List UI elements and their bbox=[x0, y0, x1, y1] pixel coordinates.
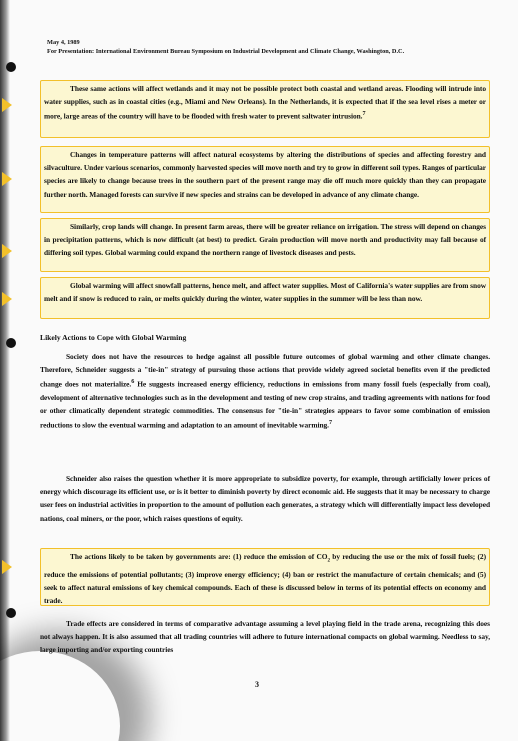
paragraph-text: The actions likely to be taken by governments are: (1) reduce the emission of CO bbox=[70, 552, 328, 561]
paragraph-text: Similarly, crop lands will change. In present farm areas, there will be greater reliance on irrigation. The stress will depend on changes in precipitation patterns, which is now difficult (at best) to predict. Grain production will move north and productivity may fall because of differing soil types. Global warming could expand the northern range of livestock diseases and pests. bbox=[44, 222, 486, 258]
page-number: 3 bbox=[255, 680, 259, 689]
paragraph-text: He suggests increased energy efficiency, reductions in emissions from many fossil fuels (especially from coal), development of alternative technologies such as in the development and testing of new crop strains, and trading agreements with nations for food or other climatically dependent strategic commodities. The consensus for "tie-in" strategies appears to favor some combination of emission reductions to slow the eventual warming and adaptation to an amount of inevitable warming. bbox=[40, 379, 490, 430]
paragraph-text: Global warming will affect snowfall patterns, hence melt, and affect water supplies. Most of California's water supplies are from snow melt and if snow is reduced to rain, or melts quickly during the winter, water supplies in the summer will be less than now. bbox=[44, 281, 486, 304]
paragraph-text: Trade effects are considered in terms of comparative advantage assuming a level playing field in the trade arena, recognizing this does not always happen. It is also assumed that all trading countries will adhere to future international compacts on global warming. Needless to say, large importing and/or exporting countries bbox=[40, 619, 490, 655]
highlight-marker-icon bbox=[2, 560, 12, 574]
binder-hole bbox=[6, 608, 16, 618]
paragraph-government-actions bbox=[40, 548, 490, 606]
paragraph-text: These same actions will affect wetlands and it may not be possible protect both coastal and wetland areas. Flooding will intrude into water supplies, such as in coastal cities (e.g., Miami and New Orleans). In the Netherlands, it is expected that if the sea level rises a meter or more, large areas of the country will have to be flooded with fresh water to prevent saltwater intrusion. bbox=[44, 84, 486, 121]
paragraph-text: by reducing the use or the mix of fossil fuels; (2) reduce the emissions of potential pollutants; (3) improve energy efficiency; (4) ban or restrict the manufacture of certain chemicals; and (5) seek to affect natural emissions of key chemical compounds. Each of these is discussed below in terms of its potential effects on economy and trade. bbox=[44, 552, 486, 606]
paragraph-tie-in bbox=[40, 350, 490, 432]
footnote-ref: 7 bbox=[362, 111, 366, 118]
page-curl-shadow bbox=[0, 651, 120, 741]
paragraph-poverty bbox=[40, 472, 490, 525]
binder-hole bbox=[6, 338, 16, 348]
highlight-marker-icon bbox=[2, 292, 12, 306]
header-presentation: For Presentation: International Environment Bureau Symposium on Industrial Development and Climate Change, Washington, D.C. bbox=[47, 48, 405, 55]
header-date: May 4, 1989 bbox=[47, 39, 80, 46]
document-header bbox=[47, 38, 487, 56]
footnote-ref: 6 bbox=[131, 379, 135, 386]
paragraph-text: Schneider also raises the question whether it is more appropriate to subsidize poverty, for example, through artificially lower prices of energy which discourage its efficient use, or is it better to diminish poverty by direct economic aid. He suggests that it may be necessary to charge user fees on industrial activities in proportion to the amount of pollution each generates, a strategy which will differentially impact less developed nations, coal miners, or the poor, which raises questions of equity. bbox=[40, 474, 490, 523]
highlight-marker-icon bbox=[2, 98, 12, 112]
highlight-marker-icon bbox=[2, 244, 12, 258]
highlight-marker-icon bbox=[2, 172, 12, 186]
paragraph-ecosystems bbox=[40, 146, 490, 213]
paragraph-wetlands bbox=[40, 80, 490, 138]
paragraph-crops bbox=[40, 218, 490, 272]
paragraph-text: Society does not have the resources to hedge against all possible future outcomes of global warming and other climate changes. Therefore, Schneider suggests a "tie-in" strategy of pursuing those actions that provide widely agreed societal benefits even if the predicted change does not materialize. bbox=[40, 352, 490, 389]
subscript: 2 bbox=[327, 558, 330, 564]
paragraph-snowfall bbox=[40, 277, 490, 319]
paragraph-text: Changes in temperature patterns will affect natural ecosystems by altering the distributions of species and affecting forestry and silvaculture. Under various scenarios, commonly harvested species will move north and try to grow in different soil types. Ranges of particular species are likely to change because trees in the southern part of the present range may die off much more quickly than they can propagate further north. Managed forests can survive if new species and strains can be developed in advance of any climate change. bbox=[44, 150, 486, 199]
binder-hole bbox=[6, 62, 16, 72]
paragraph-trade-effects bbox=[40, 617, 490, 657]
footnote-ref: 7 bbox=[328, 420, 332, 427]
section-title: Likely Actions to Cope with Global Warming bbox=[40, 333, 187, 342]
